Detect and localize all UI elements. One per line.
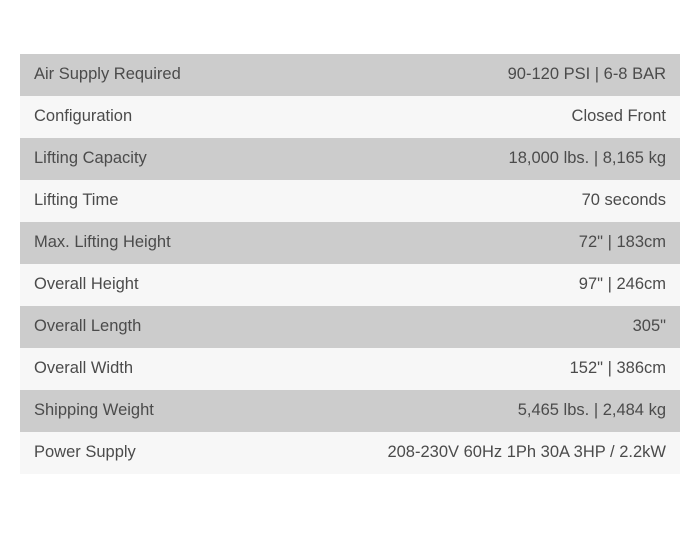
spec-label: Lifting Time — [34, 191, 119, 210]
spec-label: Power Supply — [34, 443, 136, 462]
spec-label: Shipping Weight — [34, 401, 154, 420]
spec-label: Configuration — [34, 107, 133, 126]
spec-label: Air Supply Required — [34, 65, 181, 84]
spec-value: 305" — [632, 317, 666, 336]
table-row — [20, 390, 680, 432]
spec-value: 70 seconds — [581, 191, 666, 210]
spec-label: Overall Height — [34, 275, 139, 294]
spec-label: Max. Lifting Height — [34, 233, 171, 252]
spec-value: 72" | 183cm — [578, 233, 666, 252]
specifications-table-body — [20, 54, 680, 474]
spec-label: Lifting Capacity — [34, 149, 147, 168]
table-row — [20, 432, 680, 474]
spec-value: Closed Front — [571, 107, 666, 126]
spec-value: 208-230V 60Hz 1Ph 30A 3HP / 2.2kW — [387, 443, 666, 462]
spec-label: Overall Length — [34, 317, 142, 336]
table-row — [20, 222, 680, 264]
spec-value: 152" | 386cm — [569, 359, 666, 378]
spec-value: 18,000 lbs. | 8,165 kg — [508, 149, 666, 168]
table-row — [20, 306, 680, 348]
specifications-panel — [20, 54, 680, 474]
table-row — [20, 96, 680, 138]
table-row — [20, 264, 680, 306]
spec-label: Overall Width — [34, 359, 134, 378]
table-row — [20, 138, 680, 180]
table-row — [20, 54, 680, 96]
spec-value: 97" | 246cm — [578, 275, 666, 294]
spec-value: 5,465 lbs. | 2,484 kg — [517, 401, 666, 420]
specifications-table — [20, 54, 680, 474]
table-row — [20, 180, 680, 222]
spec-value: 90-120 PSI | 6-8 BAR — [507, 65, 666, 84]
table-row — [20, 348, 680, 390]
